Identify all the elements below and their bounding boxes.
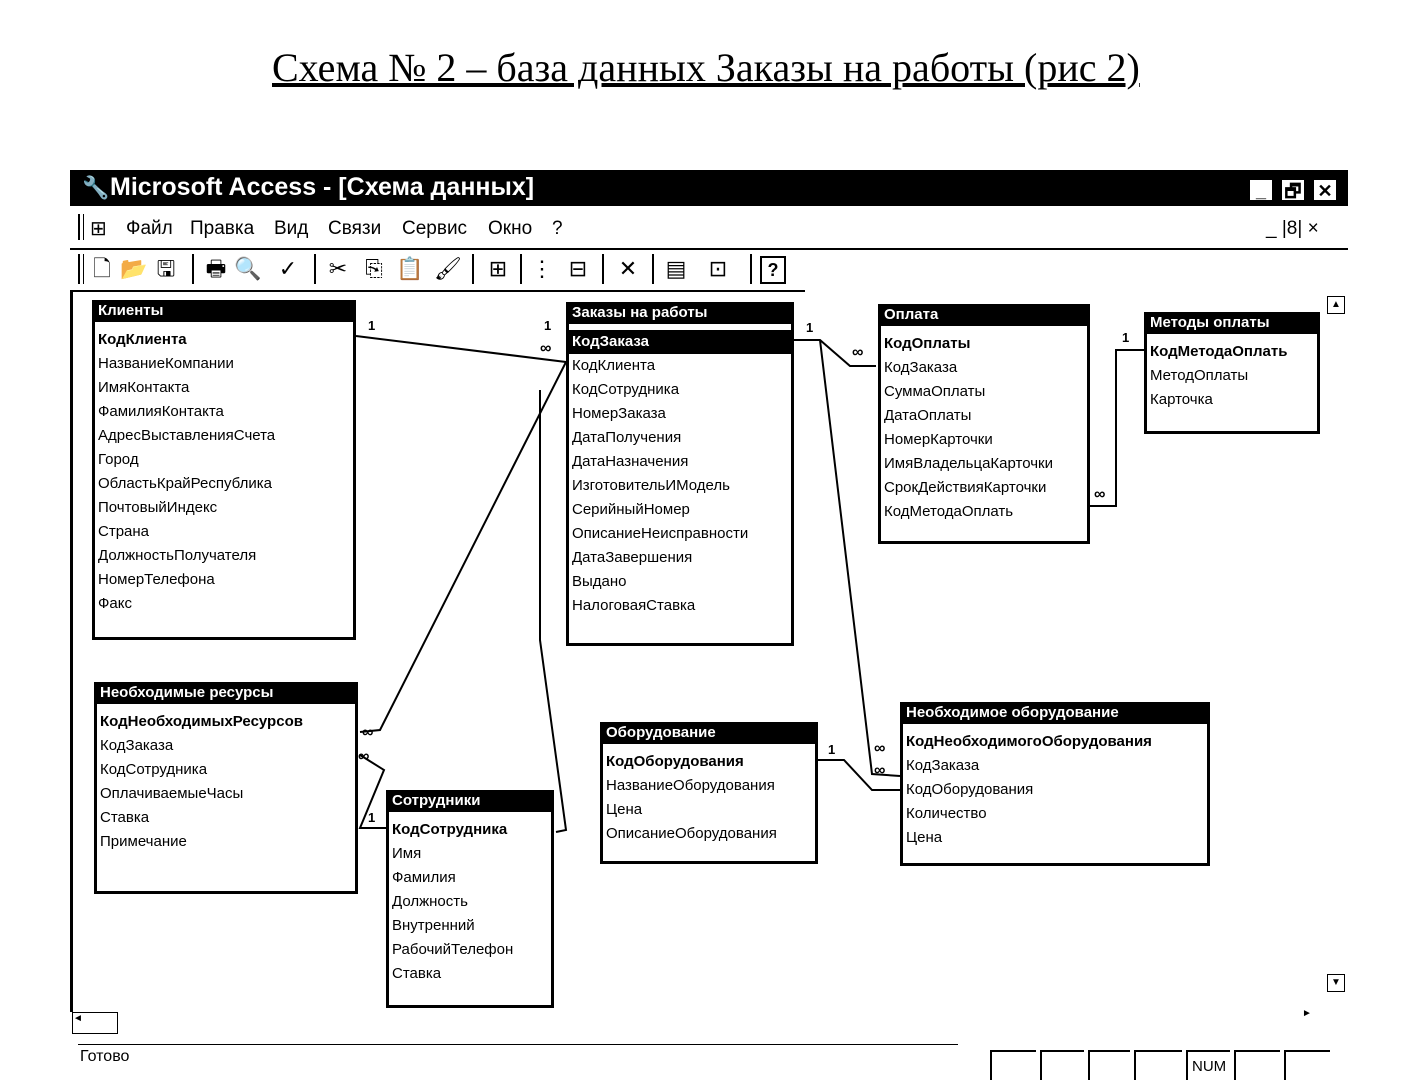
database-window-icon[interactable]: ▤ [665,256,687,281]
field-item[interactable]: Выдано [572,573,627,590]
field-item[interactable]: Фамилия [392,869,456,886]
field-item[interactable]: Факс [98,595,132,612]
table-title[interactable]: Методы оплаты [1147,312,1317,334]
status-panel [1284,1050,1330,1080]
show-all-icon[interactable]: ⊟ [568,256,588,281]
field-item[interactable]: Количество [906,805,987,822]
many-label: ∞ [874,762,884,779]
field-item[interactable]: ДатаПолучения [572,429,682,446]
many-label: ∞ [358,748,368,765]
open-icon[interactable]: 📂 [120,256,148,281]
table-title[interactable]: Оборудование [603,722,815,744]
field-item[interactable]: НомерЗаказа [572,405,666,422]
new-object-icon[interactable]: ⊡ [708,256,728,281]
field-item[interactable]: НазваниеКомпании [98,355,234,372]
field-item[interactable]: ИмяВладельцаКарточки [884,455,1053,472]
table-title[interactable]: Сотрудники [389,790,551,812]
status-text: Готово [80,1048,130,1065]
scroll-left-icon[interactable]: ◄ [72,1012,118,1034]
status-divider [78,1044,958,1045]
field-item[interactable]: Должность [392,893,468,910]
menu-edit[interactable]: Правка [190,218,255,239]
field-item[interactable]: Ставка [100,809,150,826]
field-item[interactable]: АдресВыставленияСчета [98,427,276,444]
field-item[interactable]: ОписаниеНеисправности [572,525,749,542]
field-item[interactable]: КодНеобходимогоОборудования [906,733,1152,750]
field-item[interactable]: ПочтовыйИндекс [98,499,218,516]
rel-paymethods-payments[interactable] [1090,350,1144,506]
minimize-button[interactable]: _ [1248,178,1274,202]
field-item[interactable]: КодКлиента [98,331,187,348]
field-item[interactable]: Город [98,451,139,468]
cut-icon[interactable]: ✂ [328,256,348,281]
one-label: 1 [368,318,376,333]
menu-file[interactable]: Файл [126,218,173,239]
rel-orders-resources[interactable] [360,362,566,732]
table-title[interactable]: Необходимое оборудование [903,702,1207,724]
table-needequip[interactable] [900,702,1210,866]
rel-orders-payments[interactable] [794,340,876,366]
field-item[interactable]: КодНеобходимыхРесурсов [100,713,303,730]
scroll-up-icon[interactable]: ▲ [1327,296,1345,314]
field-item[interactable]: КодСотрудника [572,381,680,398]
one-label: 1 [368,810,376,825]
field-item[interactable]: ИмяКонтакта [98,379,190,396]
new-icon[interactable]: 🗋 [93,256,111,281]
scroll-down-icon[interactable]: ▼ [1327,974,1345,992]
status-panel [990,1050,1036,1080]
many-label: ∞ [362,724,372,741]
one-label: 1 [828,742,836,757]
status-panel [1234,1050,1280,1080]
menu-tools[interactable]: Сервис [402,218,468,239]
many-label: ∞ [540,340,550,357]
rel-employees-orders[interactable] [540,390,566,832]
field-item[interactable]: ДолжностьПолучателя [98,547,257,564]
many-label: ∞ [874,740,884,757]
access-key-icon: 🔧 [82,175,110,200]
menu-relationships[interactable]: Связи [328,218,382,239]
delete-icon[interactable]: ✕ [618,256,638,281]
field-item[interactable]: СерийныйНомер [572,501,690,518]
restore-button[interactable]: 🗗 [1280,178,1306,202]
field-item[interactable]: КодЗаказа [100,737,174,754]
table-title[interactable]: Клиенты [95,300,353,322]
close-button[interactable]: ✕ [1312,178,1338,202]
field-item[interactable]: НалоговаяСтавка [572,597,696,614]
field-item[interactable]: Имя [392,845,422,862]
copy-icon[interactable]: ⎘ [365,256,383,281]
field-item[interactable]: КодОборудования [606,753,744,770]
field-item[interactable]: ДатаОплаты [884,407,972,424]
field-item-selected[interactable]: КодЗаказа [569,330,791,354]
field-item[interactable]: Цена [606,801,643,818]
relationships-doc-icon[interactable]: ⊞ [90,218,107,240]
many-label: ∞ [852,344,862,361]
field-item[interactable]: НомерКарточки [884,431,993,448]
table-resources[interactable] [94,682,358,894]
field-item[interactable]: ОплачиваемыеЧасы [100,785,244,802]
menu-window[interactable]: Окно [488,218,533,239]
many-label: ∞ [1094,486,1104,503]
table-clients[interactable] [92,300,356,640]
table-payments[interactable] [878,304,1090,544]
scroll-right-icon[interactable]: ► [1302,1008,1312,1019]
rel-clients-orders[interactable] [356,336,566,362]
print-preview-icon[interactable]: 🔍 [234,256,262,281]
field-item[interactable]: ОписаниеОборудования [606,825,777,842]
paste-icon[interactable]: 📋 [396,256,424,281]
num-lock-indicator: NUM [1186,1050,1230,1080]
help-button[interactable]: ? [760,256,786,284]
field-item[interactable]: КодСотрудника [100,761,208,778]
field-item[interactable]: ДатаЗавершения [572,549,693,566]
table-orders[interactable] [566,302,794,646]
document-title: Схема № 2 – база данных Заказы на работы (рис 2) [272,45,1140,90]
status-panel [1134,1050,1182,1080]
table-title[interactable]: Заказы на работы [569,302,791,324]
table-title[interactable]: Необходимые ресурсы [97,682,355,704]
field-item[interactable]: ДатаНазначения [572,453,689,470]
field-item[interactable]: ОбластьКрайРеспублика [98,475,272,492]
one-label: 1 [806,320,814,335]
show-direct-icon[interactable]: ⋮ [531,256,553,281]
field-item[interactable]: КодЗаказа [906,757,980,774]
field-item[interactable]: Цена [906,829,943,846]
save-icon[interactable]: 🖫 [156,256,176,281]
field-item[interactable]: НазваниеОборудования [606,777,775,794]
field-item[interactable]: Страна [98,523,150,540]
show-table-icon[interactable]: ⊞ [488,256,508,281]
field-item[interactable]: ФамилияКонтакта [98,403,224,420]
menu-help[interactable]: ? [552,218,563,239]
one-label: 1 [1122,330,1130,345]
field-item[interactable]: КодСотрудника [392,821,508,838]
field-item[interactable]: НомерТелефона [98,571,215,588]
field-item[interactable]: Ставка [392,965,442,982]
field-item[interactable]: КодМетодаОплать [1150,343,1288,360]
field-item[interactable]: КодОборудования [906,781,1034,798]
table-employees[interactable] [386,790,554,1008]
table-paymethods[interactable] [1144,312,1320,434]
status-panel [1040,1050,1084,1080]
field-item[interactable]: ИзготовительИМодель [572,477,730,494]
field-item[interactable]: Внутренний [392,917,475,934]
mdi-controls[interactable]: _ |8| × [1266,218,1319,239]
field-item[interactable]: КодЗаказа [884,359,958,376]
print-icon[interactable]: 🖶 [205,256,227,281]
spelling-icon[interactable]: ✓ [278,256,298,281]
window-title: Microsoft Access - [Схема данных] [110,173,535,201]
format-painter-icon[interactable]: 🖌 [434,256,462,281]
field-item[interactable]: КодМетодаОплать [884,503,1014,520]
field-item[interactable]: СуммаОплаты [884,383,986,400]
field-item[interactable]: МетодОплаты [1150,367,1249,384]
field-item[interactable]: КодОплаты [884,335,971,352]
menu-view[interactable]: Вид [274,218,309,239]
field-item[interactable]: РабочийТелефон [392,941,514,958]
field-item[interactable]: СрокДействияКарточки [884,479,1047,496]
table-title[interactable]: Оплата [881,304,1087,326]
field-item[interactable]: Примечание [100,833,187,850]
field-item[interactable]: КодКлиента [572,357,656,374]
status-panel [1088,1050,1130,1080]
table-equipment[interactable] [600,722,818,864]
one-label: 1 [544,318,552,333]
field-item[interactable]: Карточка [1150,391,1213,408]
